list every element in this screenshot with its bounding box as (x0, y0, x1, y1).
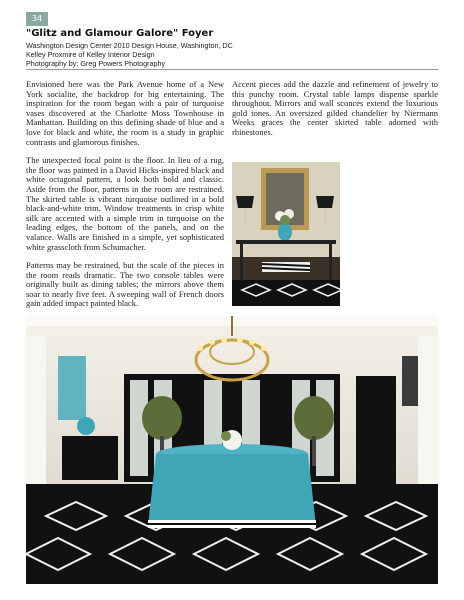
console-vignette-photo (232, 162, 340, 306)
foyer-illustration (26, 316, 438, 584)
article-column-right (232, 80, 438, 147)
paragraph: Patterns may be restrained, but the scale of the pieces in the room reads dramatic. The two console tables were originally built as dining tables; the mirrors above them soar to nearly five feet. A sweeping wall of French doors gain added impact painted black. (26, 260, 224, 309)
article-title: "Glitz and Glamour Galore" Foyer (26, 28, 214, 39)
paragraph: Accent pieces add the dazzle and refinement of jewelry to this punchy room. Crystal table lamps dispense sparkle throughout. Mirrors and wall sconces extend the luxurious gold tones. An oversized gilded chandelier by Niermann Weeks graces the center skirted table adorned with rhinestones. (232, 79, 438, 137)
article-header (26, 28, 438, 68)
paragraph: The unexpected focal point is the floor. In lieu of a rug, the floor was painted in a David Hicks-inspired black and white octagonal pattern, a look both bold and classic. Aside from the floor, patterns in the room are restrained. The skirted table is vibrant turquoise outlined in a bold black-and-white trim. Window treatments in crisp white silk are accented with a simple trim in turquoise on the leading edges, the bottom of the panels, and on the valance. Walls are finished in a simple, yet sophisticated white grasscloth from Schumacher. (26, 155, 224, 252)
page-number-badge: 34 (26, 12, 48, 26)
foyer-main-photo (26, 316, 438, 584)
location-credit: Washington Design Center 2010 Design House, Washington, DC (26, 41, 233, 50)
designer-credit: Kelley Proxmire of Kelley Interior Design (26, 50, 155, 59)
console-vignette-illustration (232, 162, 340, 306)
photography-credit: Photography by: Greg Powers Photography (26, 59, 166, 68)
article-column-left (26, 80, 224, 318)
header-divider (26, 69, 438, 70)
paragraph: Envisioned here was the Park Avenue home of a New York socialite, the backdrop for big entertaining. The inspiration for the room began with a pair of turquoise vases discovered at the Charlotte Moss Townhouse in Manhattan. Building on this defining shade of blue and a love for black and white, the room is a study in graphic contrasts and glamorous finishes. (26, 79, 224, 147)
